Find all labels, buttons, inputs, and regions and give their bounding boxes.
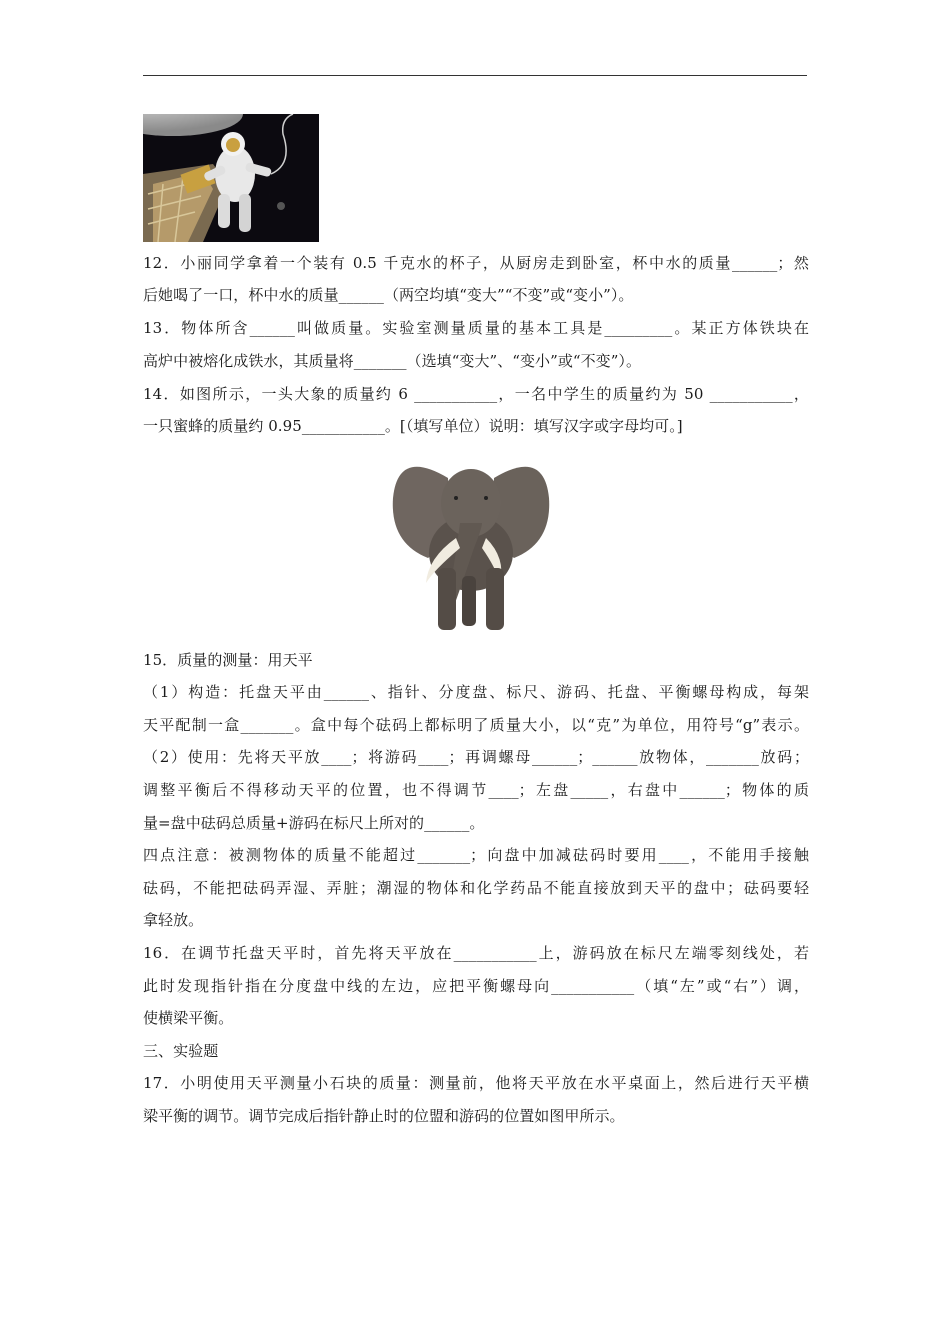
q12-line-2: 后她喝了一口，杯中水的质量______（两空均填“变大”“不变”或“变小”）。 xyxy=(143,286,634,304)
q17-line-2: 梁平衡的调节。调节完成后指针静止时的位盟和游码的位置如图甲所示。 xyxy=(143,1107,625,1125)
q13-line-2: 高炉中被熔化成铁水，其质量将_______（选填“变大”、“变小”或“不变”）。 xyxy=(143,352,642,370)
q15-line-2: 天平配制一盒_______。盒中每个砝码上都标明了质量大小，以“克”为单位，用符号“g”表示。 xyxy=(143,716,809,734)
q15-line-1: （1）构造：托盘天平由______、指针、分度盘、标尺、游码、托盘、平衡螺母构成，每架 xyxy=(143,683,809,701)
q15-line-4: 调整平衡后不得移动天平的位置，也不得调节____；左盘_____，右盘中______；物体的质 xyxy=(143,781,809,799)
q15-line-3: （2）使用：先将天平放____；将游码____；再调螺母______；______放物体，_______放码； xyxy=(143,748,809,766)
q15-notes-3: 拿轻放。 xyxy=(143,911,204,929)
q13-line-1: 13．物体所含______叫做质量。实验室测量质量的基本工具是_________。某正方体铁块在 xyxy=(143,319,809,337)
q15-title: 15．质量的测量：用天平 xyxy=(143,651,313,669)
q12-line-1: 12．小丽同学拿着一个装有 0.5 千克水的杯子，从厨房走到卧室，杯中水的质量______；然 xyxy=(143,254,809,272)
elephant-photo xyxy=(388,448,554,634)
header-rule xyxy=(143,75,807,76)
q16-line-2: 此时发现指针指在分度盘中线的左边，应把平衡螺母向___________（填“左”或“右”）调， xyxy=(143,977,809,995)
q14-line-1: 14．如图所示，一头大象的质量约 6 ___________，一名中学生的质量约为 50 ___________， xyxy=(143,385,809,403)
q14-line-2: 一只蜜蜂的质量约 0.95___________。[（填写单位）说明：填写汉字或字母均可。] xyxy=(143,417,683,435)
q15-notes-2: 砝码，不能把砝码弄湿、弄脏；潮湿的物体和化学药品不能直接放到天平的盘中；砝码要轻 xyxy=(143,879,809,897)
section-heading: 三、实验题 xyxy=(143,1042,219,1060)
q15-line-5: 量=盘中砝码总质量+游码在标尺上所对的______。 xyxy=(143,814,485,832)
q17-line-1: 17．小明使用天平测量小石块的质量：测量前，他将天平放在水平桌面上，然后进行天平横 xyxy=(143,1074,809,1092)
q15-notes-1: 四点注意：被测物体的质量不能超过_______；向盘中加减砝码时要用____，不能用手接触 xyxy=(143,846,809,864)
q16-line-1: 16．在调节托盘天平时，首先将天平放在___________上，游码放在标尺左端零刻线处，若 xyxy=(143,944,809,962)
q16-line-3: 使横梁平衡。 xyxy=(143,1009,234,1027)
astronaut-photo xyxy=(143,114,319,242)
